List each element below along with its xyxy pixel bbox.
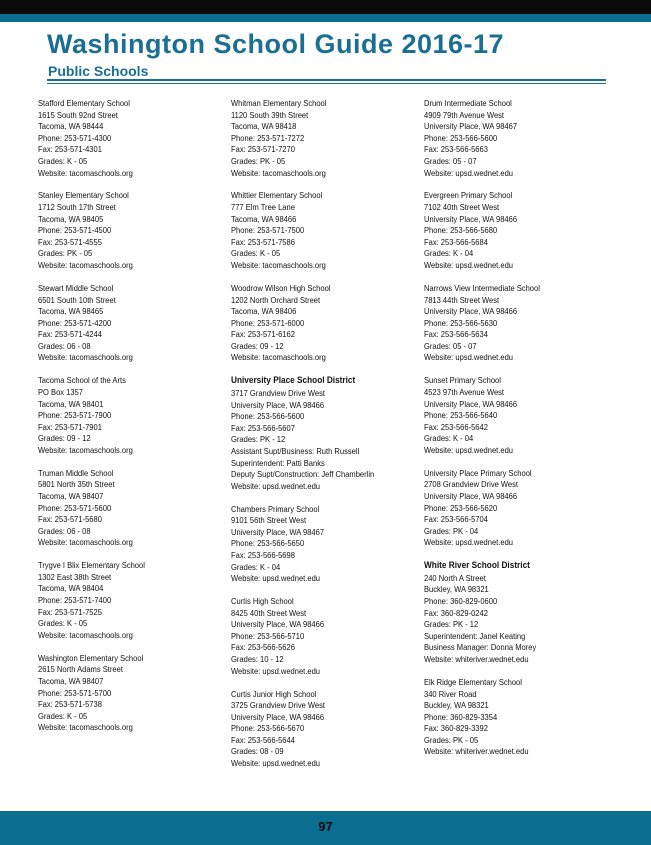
entry-detail-line: Website: tacomaschools.org (38, 444, 133, 455)
school-entry (38, 468, 223, 549)
school-name: Elk Ridge Elementary School (424, 676, 522, 687)
entry-detail-line: Grades: K - 04 (424, 433, 474, 444)
listing-column-1 (38, 98, 223, 745)
school-entry (38, 283, 223, 364)
entry-detail-line: Website: upsd.wednet.edu (231, 665, 320, 676)
entry-detail-line: Fax: 253-566-5644 (231, 734, 295, 745)
school-entry (38, 653, 223, 734)
entry-detail-line: Grades: 05 - 07 (424, 340, 477, 351)
entry-detail-line: Grades: 06 - 08 (38, 340, 91, 351)
header-rule-thin (47, 83, 606, 84)
entry-detail-line: Website: upsd.wednet.edu (424, 167, 513, 178)
entry-detail-line: Website: tacomaschools.org (38, 629, 133, 640)
entry-detail-line: Website: tacomaschools.org (38, 352, 133, 363)
entry-detail-line: Website: tacomaschools.org (231, 167, 326, 178)
entry-detail-line: Website: whiteriver.wednet.edu (424, 654, 529, 665)
page-number: 97 (318, 819, 333, 834)
school-name: Truman Middle School (38, 467, 114, 478)
entry-detail-line: Phone: 253-571-6000 (231, 317, 305, 328)
entry-detail-line: Website: upsd.wednet.edu (231, 480, 320, 491)
entry-detail-line: Fax: 253-566-5704 (424, 514, 488, 525)
entry-detail-line: 4523 97th Avenue West (424, 386, 505, 397)
entry-detail-line: Tacoma, WA 98406 (231, 306, 297, 317)
entry-detail-line: Grades: K - 05 (38, 155, 88, 166)
entry-detail-line: Phone: 253-571-7500 (231, 225, 305, 236)
entry-detail-line: Fax: 253-571-4301 (38, 144, 102, 155)
school-entry (38, 190, 223, 271)
entry-detail-line: Website: tacomaschools.org (38, 167, 133, 178)
entry-detail-line: Buckley, WA 98321 (424, 700, 489, 711)
entry-detail-line: Tacoma, WA 98418 (231, 121, 297, 132)
entry-detail-line: Tacoma, WA 98465 (38, 306, 104, 317)
header-rule (47, 79, 606, 81)
school-name: Evergreen Primary School (424, 190, 513, 201)
entry-detail-line: Grades: 08 - 09 (231, 746, 284, 757)
entry-detail-line: Website: tacomaschools.org (231, 352, 326, 363)
entry-detail-line: Phone: 253-566-5630 (424, 317, 498, 328)
top-teal-band (0, 14, 651, 22)
entry-detail-line: 1615 South 92nd Street (38, 109, 118, 120)
entry-detail-line: Tacoma, WA 98407 (38, 491, 104, 501)
entry-detail-line: 1302 East 38th Street (38, 571, 112, 582)
entry-detail-line: Grades: PK - 05 (38, 248, 93, 259)
entry-detail-line: Website: upsd.wednet.edu (424, 537, 513, 548)
school-name: Curtis Junior High School (231, 688, 317, 699)
entry-detail-line: Website: tacomaschools.org (38, 537, 133, 548)
entry-detail-line: 777 Elm Tree Lane (231, 202, 295, 213)
listing-column-2 (231, 98, 416, 781)
entry-detail-line: Phone: 360-829-3354 (424, 711, 498, 722)
entry-detail-line: Grades: K - 04 (424, 248, 474, 259)
entry-detail-line: Website: upsd.wednet.edu (231, 573, 320, 584)
entry-detail-line: Phone: 253-566-5640 (424, 410, 498, 421)
page-title: Washington School Guide 2016-17 (47, 29, 505, 59)
entry-detail-line: Fax: 253-571-5680 (38, 514, 102, 525)
entry-detail-line: Grades: K - 05 (38, 618, 88, 629)
entry-detail-line: Website: tacomaschools.org (38, 260, 133, 271)
district-name: University Place School District (231, 375, 356, 387)
entry-detail-line: Buckley, WA 98321 (424, 584, 489, 595)
entry-detail-line: University Place, WA 98466 (424, 306, 518, 317)
entry-detail-line: Website: whiteriver.wednet.edu (424, 746, 529, 757)
entry-detail-line: Business Manager: Donna Morey (424, 642, 537, 653)
entry-detail-line: Fax: 253-566-5684 (424, 236, 488, 247)
entry-detail-line: University Place, WA 98466 (424, 491, 518, 501)
entry-detail-line: Phone: 253-566-5670 (231, 723, 305, 734)
entry-detail-line: Phone: 253-566-5620 (424, 502, 498, 513)
entry-detail-line: Fax: 253-571-7270 (231, 144, 295, 155)
entry-detail-line: Phone: 253-566-5600 (231, 411, 305, 422)
entry-detail-line: Phone: 253-571-7400 (38, 595, 112, 606)
entry-detail-line: 4909 79th Avenue West (424, 109, 505, 120)
entry-detail-line: University Place, WA 98467 (424, 121, 518, 132)
school-name: University Place Primary School (424, 467, 532, 478)
school-name: Whittier Elementary School (231, 190, 323, 201)
school-entry (424, 283, 609, 364)
entry-detail-line: Tacoma, WA 98466 (231, 213, 297, 224)
entry-detail-line: University Place, WA 98466 (231, 711, 325, 722)
entry-detail-line: Fax: 253-571-7525 (38, 606, 102, 617)
district-name: White River School District (424, 560, 530, 572)
entry-detail-line: Grades: PK - 12 (424, 619, 479, 630)
entry-detail-line: Fax: 253-566-5663 (424, 144, 488, 155)
school-name: Stafford Elementary School (38, 98, 130, 108)
school-name: Tacoma School of the Arts (38, 375, 126, 386)
school-entry (424, 677, 609, 758)
school-entry (231, 596, 416, 677)
entry-detail-line: Website: upsd.wednet.edu (424, 444, 513, 455)
school-entry (231, 190, 416, 271)
entry-detail-line: Superintendent: Patti Banks (231, 457, 325, 468)
entry-detail-line: Fax: 253-566-5642 (424, 421, 488, 432)
entry-detail-line: Grades: 05 - 07 (424, 155, 477, 166)
listing-column-3 (424, 98, 609, 769)
entry-detail-line: University Place, WA 98466 (424, 398, 518, 409)
entry-detail-line: Website: tacomaschools.org (231, 260, 326, 271)
entry-detail-line: University Place, WA 98467 (231, 526, 325, 537)
entry-detail-line: Grades: 09 - 12 (38, 433, 91, 444)
school-name: Woodrow Wilson High School (231, 282, 331, 293)
entry-detail-line: Phone: 253-571-4200 (38, 317, 112, 328)
entry-detail-line: Tacoma, WA 98404 (38, 583, 104, 594)
entry-detail-line: Tacoma, WA 98407 (38, 675, 104, 686)
entry-detail-line: Fax: 253-571-4555 (38, 236, 102, 247)
entry-detail-line: 3725 Grandview Drive West (231, 700, 326, 711)
entry-detail-line: Grades: K - 04 (231, 561, 281, 572)
entry-detail-line: Website: upsd.wednet.edu (424, 352, 513, 363)
school-entry (231, 689, 416, 770)
entry-detail-line: 1120 South 39th Street (231, 109, 309, 120)
school-name: Whitman Elementary School (231, 98, 327, 108)
entry-detail-line: Fax: 253-566-5626 (231, 642, 295, 653)
entry-detail-line: Fax: 253-571-7901 (38, 421, 102, 432)
entry-detail-line: Phone: 253-571-5600 (38, 502, 112, 513)
entry-detail-line: Phone: 253-566-5710 (231, 630, 305, 641)
entry-detail-line: Deputy Supt/Construction: Jeff Chamberlin (231, 469, 375, 480)
school-entry (424, 375, 609, 456)
entry-detail-line: Website: upsd.wednet.edu (231, 758, 320, 769)
school-name: Chambers Primary School (231, 503, 320, 514)
entry-detail-line: 8425 40th Street West (231, 607, 307, 618)
entry-detail-line: Fax: 360-829-0242 (424, 607, 488, 618)
entry-detail-line: Grades: 10 - 12 (231, 654, 284, 665)
entry-detail-line: Fax: 253-571-4244 (38, 329, 102, 340)
entry-detail-line: 7102 40th Street West (424, 202, 500, 213)
entry-detail-line: University Place, WA 98466 (231, 399, 325, 410)
entry-detail-line: Fax: 253-566-5634 (424, 329, 488, 340)
entry-detail-line: University Place, WA 98466 (231, 619, 325, 630)
school-name: Washington Elementary School (38, 652, 144, 663)
entry-detail-line: Grades: PK - 05 (424, 734, 479, 745)
entry-detail-line: Grades: K - 05 (231, 248, 281, 259)
entry-detail-line: Phone: 253-571-5700 (38, 687, 112, 698)
entry-detail-line: Phone: 253-571-4300 (38, 132, 112, 143)
entry-detail-line: Fax: 253-571-5738 (38, 699, 102, 710)
school-name: Stanley Elementary School (38, 190, 129, 201)
entry-detail-line: Phone: 253-571-4500 (38, 225, 112, 236)
district-entry (424, 560, 609, 665)
entry-detail-line: PO Box 1357 (38, 386, 83, 397)
school-name: Sunset Primary School (424, 375, 501, 386)
entry-detail-line: Tacoma, WA 98444 (38, 121, 104, 132)
entry-detail-line: Superintendent: Janel Keating (424, 630, 526, 641)
entry-detail-line: Phone: 253-571-7900 (38, 410, 112, 421)
entry-detail-line: 9101 56th Street West (231, 515, 307, 526)
entry-detail-line: 3717 Grandview Drive West (231, 387, 326, 398)
school-entry (231, 504, 416, 585)
district-entry (231, 375, 416, 492)
entry-detail-line: Phone: 253-571-7272 (231, 132, 305, 143)
school-entry (231, 98, 416, 179)
entry-detail-line: Phone: 253-566-5600 (424, 132, 498, 143)
school-entry (38, 560, 223, 641)
school-entry (424, 190, 609, 271)
entry-detail-line: 7813 44th Street West (424, 294, 500, 305)
entry-detail-line: Grades: PK - 04 (424, 525, 479, 536)
entry-detail-line: Phone: 360-829-0600 (424, 596, 498, 607)
entry-detail-line: 1712 South 17th Street (38, 202, 116, 213)
entry-detail-line: Fax: 360-829-3392 (424, 723, 488, 734)
school-entry (38, 98, 223, 179)
entry-detail-line: 240 North A Street (424, 572, 486, 583)
top-black-bar (0, 0, 651, 14)
school-name: Drum Intermediate School (424, 98, 512, 108)
entry-detail-line: Assistant Supt/Business: Ruth Russell (231, 445, 360, 456)
entry-detail-line: Grades: PK - 05 (231, 155, 286, 166)
entry-detail-line: Website: upsd.wednet.edu (424, 260, 513, 271)
entry-detail-line: Grades: 06 - 08 (38, 525, 91, 536)
school-name: Trygve I Blix Elementary School (38, 560, 145, 571)
school-entry (424, 468, 609, 549)
entry-detail-line: Grades: 09 - 12 (231, 340, 284, 351)
entry-detail-line: 5801 North 35th Street (38, 479, 115, 490)
entry-detail-line: Tacoma, WA 98405 (38, 213, 104, 224)
school-name: Curtis High School (231, 596, 294, 607)
entry-detail-line: 2708 Grandview Drive West (424, 479, 519, 490)
entry-detail-line: Grades: K - 05 (38, 710, 88, 721)
school-entry (424, 98, 609, 179)
entry-detail-line: Tacoma, WA 98401 (38, 398, 104, 409)
entry-detail-line: Phone: 253-566-5650 (231, 538, 305, 549)
entry-detail-line: 6501 South 10th Street (38, 294, 116, 305)
school-entry (231, 283, 416, 364)
entry-detail-line: 2615 North Adams Street (38, 664, 123, 675)
entry-detail-line: Grades: PK - 12 (231, 434, 286, 445)
entry-detail-line: Fax: 253-566-5607 (231, 422, 295, 433)
entry-detail-line: Fax: 253-571-7586 (231, 236, 295, 247)
school-name: Narrows View Intermediate School (424, 282, 540, 293)
entry-detail-line: 1202 North Orchard Street (231, 294, 321, 305)
entry-detail-line: Fax: 253-571-6162 (231, 329, 295, 340)
entry-detail-line: Phone: 253-566-5680 (424, 225, 498, 236)
entry-detail-line: Fax: 253-566-5698 (231, 549, 295, 560)
entry-detail-line: University Place, WA 98466 (424, 213, 518, 224)
entry-detail-line: 340 River Road (424, 688, 477, 699)
entry-detail-line: Website: tacomaschools.org (38, 722, 133, 733)
school-name: Stewart Middle School (38, 282, 114, 293)
section-subtitle: Public Schools (48, 63, 149, 79)
school-entry (38, 375, 223, 456)
